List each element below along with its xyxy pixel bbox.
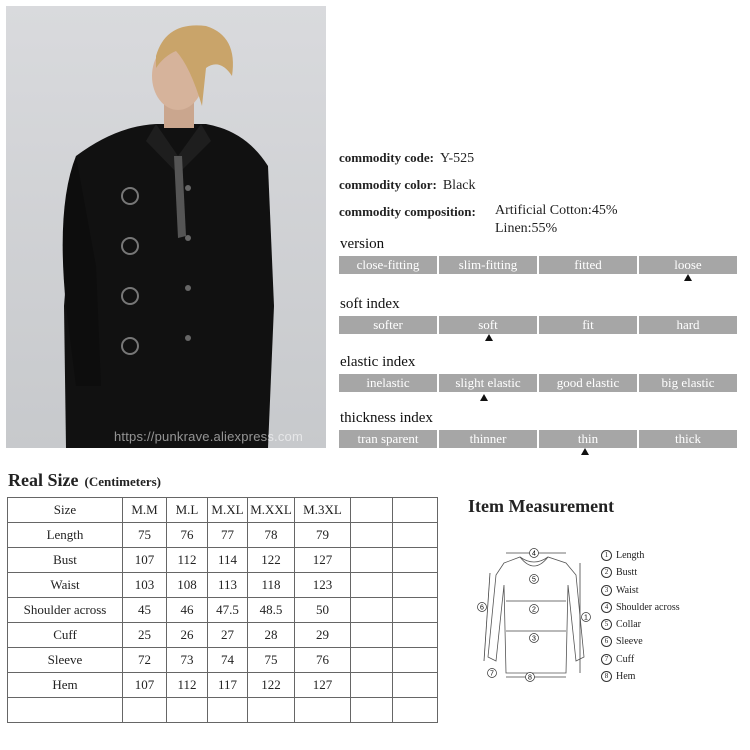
table-cell (393, 598, 438, 623)
elastic-index-option: slight elastic (439, 374, 537, 392)
table-cell (351, 598, 393, 623)
table-cell: 118 (248, 573, 295, 598)
svg-text:3: 3 (532, 635, 536, 643)
table-cell: 103 (123, 573, 167, 598)
table-cell (351, 623, 393, 648)
table-cell: 47.5 (208, 598, 248, 623)
table-cell: 72 (123, 648, 167, 673)
legend-item: 7 Cuff (601, 651, 680, 668)
table-cell (8, 698, 123, 723)
model-shirt-illustration (6, 6, 326, 448)
header-cell: M.3XL (295, 498, 351, 523)
soft-index-option: hard (639, 316, 737, 334)
table-cell: 73 (167, 648, 208, 673)
thickness-index-option: thinner (439, 430, 537, 448)
elastic-index-selected-marker (480, 394, 488, 401)
elastic-index-option: good elastic (539, 374, 637, 392)
table-row (8, 598, 438, 623)
table-cell (351, 523, 393, 548)
shirt-outline-icon (476, 545, 596, 685)
header-cell (393, 498, 438, 523)
svg-text:6: 6 (480, 604, 484, 612)
table-cell (123, 698, 167, 723)
table-cell (248, 698, 295, 723)
legend-item: 6 Sleeve (601, 633, 680, 650)
legend-item: 1 Length (601, 547, 680, 564)
table-cell (351, 573, 393, 598)
elastic-index-title: elastic index (340, 354, 416, 370)
legend-item: 5 Collar (601, 616, 680, 633)
item-measurement-title: Item Measurement (468, 496, 615, 516)
legend-item: 2 Bustt (601, 564, 680, 581)
composition-line-1: Artificial Cotton:45% (495, 203, 618, 218)
svg-text:1: 1 (584, 614, 588, 622)
soft-index-option: fit (539, 316, 637, 334)
table-cell: 75 (248, 648, 295, 673)
table-cell: Sleeve (8, 648, 123, 673)
number-badge: 5 (601, 619, 612, 630)
header-cell: Size (8, 498, 123, 523)
table-cell: 45 (123, 598, 167, 623)
thickness-index-title: thickness index (340, 410, 433, 426)
table-cell (393, 673, 438, 698)
version-option: loose (639, 256, 737, 274)
table-row (8, 573, 438, 598)
header-cell (351, 498, 393, 523)
legend-item: 3 Waist (601, 582, 680, 599)
table-cell: 76 (167, 523, 208, 548)
table-cell: 122 (248, 548, 295, 573)
number-badge: 3 (601, 585, 612, 596)
table-cell (393, 573, 438, 598)
table-cell: 107 (123, 548, 167, 573)
version-scale (339, 256, 737, 274)
table-cell: 26 (167, 623, 208, 648)
svg-text:8: 8 (528, 674, 532, 682)
commodity-color: commodity color: Black (339, 177, 476, 193)
table-cell: 112 (167, 548, 208, 573)
table-cell (351, 648, 393, 673)
number-badge: 1 (601, 550, 612, 561)
commodity-code: commodity code: Y-525 (339, 150, 475, 166)
legend-item: 8 Hem (601, 668, 680, 685)
svg-text:4: 4 (532, 550, 536, 558)
version-option: close-fitting (339, 256, 437, 274)
table-cell: 76 (295, 648, 351, 673)
table-cell: 108 (167, 573, 208, 598)
header-cell: M.XL (208, 498, 248, 523)
table-cell: 113 (208, 573, 248, 598)
table-cell: 77 (208, 523, 248, 548)
header-cell: M.XXL (248, 498, 295, 523)
version-title: version (340, 236, 385, 252)
thickness-index-selected-marker (581, 448, 589, 455)
product-photo (6, 6, 326, 448)
table-cell: 29 (295, 623, 351, 648)
real-size-title: Real Size (Centimeters) (8, 470, 161, 490)
table-cell: 114 (208, 548, 248, 573)
svg-text:2: 2 (532, 606, 536, 614)
svg-text:7: 7 (490, 670, 494, 678)
thickness-index-scale (339, 430, 737, 448)
table-cell: 48.5 (248, 598, 295, 623)
table-cell (393, 698, 438, 723)
soft-index-title: soft index (340, 296, 400, 312)
table-cell (393, 548, 438, 573)
thickness-index-option: tran sparent (339, 430, 437, 448)
commodity-composition: commodity composition: (339, 204, 476, 219)
table-cell (167, 698, 208, 723)
table-cell: 25 (123, 623, 167, 648)
size-table-header (8, 498, 438, 523)
elastic-index-option: inelastic (339, 374, 437, 392)
elastic-index-option: big elastic (639, 374, 737, 392)
measurement-legend (601, 547, 680, 685)
number-badge: 7 (601, 654, 612, 665)
version-selected-marker (684, 274, 692, 281)
number-badge: 4 (601, 602, 612, 613)
table-row (8, 648, 438, 673)
table-cell: 127 (295, 673, 351, 698)
size-table (7, 497, 438, 723)
table-cell: Bust (8, 548, 123, 573)
table-cell: 122 (248, 673, 295, 698)
table-row (8, 623, 438, 648)
watermark: https://punkrave.aliexpress.com (114, 429, 304, 444)
table-cell: 74 (208, 648, 248, 673)
measurement-diagram (476, 545, 596, 690)
table-cell (208, 698, 248, 723)
table-cell: 78 (248, 523, 295, 548)
soft-index-option: soft (439, 316, 537, 334)
table-cell: 75 (123, 523, 167, 548)
table-cell: 123 (295, 573, 351, 598)
table-cell: 79 (295, 523, 351, 548)
soft-index-selected-marker (485, 334, 493, 341)
thickness-index-option: thick (639, 430, 737, 448)
table-cell: 107 (123, 673, 167, 698)
table-cell: Hem (8, 673, 123, 698)
legend-item: 4 Shoulder across (601, 599, 680, 616)
table-row (8, 673, 438, 698)
thickness-index-option: thin (539, 430, 637, 448)
table-row (8, 698, 438, 723)
table-cell (295, 698, 351, 723)
table-cell (351, 698, 393, 723)
table-cell (351, 673, 393, 698)
table-cell: 28 (248, 623, 295, 648)
table-cell: 127 (295, 548, 351, 573)
header-cell: M.L (167, 498, 208, 523)
table-cell: 46 (167, 598, 208, 623)
table-cell (393, 648, 438, 673)
table-cell: Shoulder across (8, 598, 123, 623)
table-cell: 27 (208, 623, 248, 648)
elastic-index-scale (339, 374, 737, 392)
table-cell: Waist (8, 573, 123, 598)
table-cell: 117 (208, 673, 248, 698)
number-badge: 2 (601, 567, 612, 578)
version-option: fitted (539, 256, 637, 274)
table-cell (393, 623, 438, 648)
version-option: slim-fitting (439, 256, 537, 274)
svg-text:5: 5 (532, 576, 536, 584)
soft-index-scale (339, 316, 737, 334)
header-cell: M.M (123, 498, 167, 523)
table-cell: 112 (167, 673, 208, 698)
table-cell (351, 548, 393, 573)
table-cell: 50 (295, 598, 351, 623)
soft-index-option: softer (339, 316, 437, 334)
number-badge: 6 (601, 636, 612, 647)
table-row (8, 523, 438, 548)
number-badge: 8 (601, 671, 612, 682)
table-cell: Cuff (8, 623, 123, 648)
table-cell (393, 523, 438, 548)
table-cell: Length (8, 523, 123, 548)
composition-line-2: Linen:55% (495, 221, 558, 236)
table-row (8, 548, 438, 573)
